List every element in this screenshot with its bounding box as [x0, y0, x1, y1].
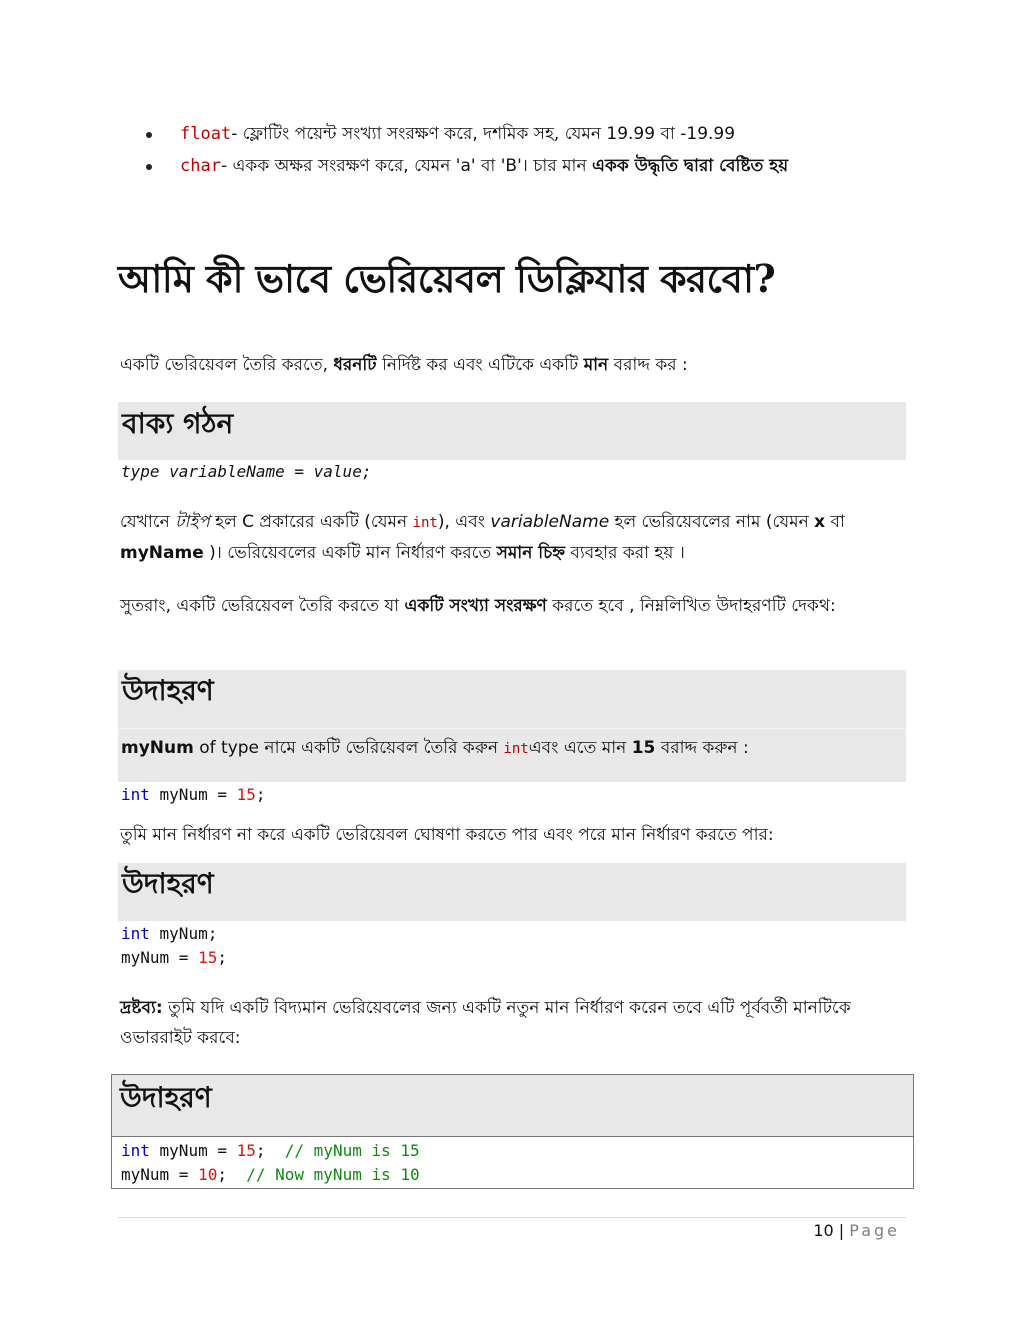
type-description: - একক অক্ষর সংরক্ষণ করে, যেমন 'a' বা 'B'। চার মান	[220, 156, 593, 176]
syntax-box	[118, 402, 906, 460]
code-text: ;	[255, 1141, 285, 1160]
explain-text: )। ভেরিয়েবলের একটি মান নির্ধারণ করতে	[203, 543, 497, 563]
code-text: ;	[217, 1165, 247, 1184]
code-number: 15	[198, 948, 218, 967]
code-block-1	[121, 783, 266, 807]
code-number: 15	[236, 785, 256, 804]
example-box-3	[111, 1074, 914, 1189]
example-box-1	[118, 670, 906, 782]
explain-text: ), এবং	[437, 512, 491, 532]
code-block-3	[112, 1137, 913, 1187]
code-text: myNum =	[121, 1165, 199, 1184]
syntax-title: বাক্য গঠন	[122, 407, 234, 440]
code-number: 10	[198, 1165, 218, 1184]
between-paragraph: তুমি মান নির্ধারণ না করে একটি ভেরিয়েবল ঘোষণা করতে পার এবং পরে মান নির্ধারণ করতে পার:	[120, 825, 774, 845]
page-footer	[813, 1221, 900, 1240]
list-item	[140, 150, 788, 182]
code-comment: // Now myNum is 10	[246, 1165, 420, 1184]
example-title: উদাহরণ	[122, 674, 214, 707]
explain-text: হল C প্রকারের একটি (যেমন	[209, 512, 413, 532]
example-text: এবং এতে মান	[528, 738, 632, 758]
example-title: উদাহরণ	[112, 1075, 913, 1137]
example-text: বরাদ্দ করুন :	[655, 738, 749, 758]
explain-italic: টাইপ	[175, 512, 210, 532]
explain-bold: সমান চিহ্ন	[496, 543, 565, 563]
explain-text: বা	[825, 512, 845, 532]
footer-separator: |	[833, 1221, 850, 1240]
code-text: ;	[217, 948, 227, 967]
note-paragraph	[120, 993, 906, 1053]
intro-bold: মান	[583, 355, 609, 375]
type-description-bold: একক উদ্ধৃতি দ্বারা বেষ্টিত হয়	[592, 156, 789, 176]
explain-bold: myName	[120, 543, 204, 563]
page-title: আমি কী ভাবে ভেরিয়েবল ডিক্লিযার করবো?	[118, 256, 776, 301]
intro-bold: ধরনটি	[333, 355, 377, 375]
page-label: Page	[849, 1221, 900, 1240]
code-keyword: int	[121, 924, 150, 943]
explain-bold: x	[814, 512, 826, 532]
intro-text: বরাদ্দ কর :	[608, 355, 688, 375]
note-text: তুমি যদি একটি বিদ্যমান ভেরিয়েবলের জন্য একটি নতুন মান নির্ধারণ করেন তবে এটি পূর্ববর্তী মানটিকে ওভাররাইট করবে:	[120, 998, 851, 1048]
code-text: myNum;	[149, 924, 218, 943]
example-bold: 15	[631, 738, 656, 758]
example-title: উদাহরণ	[122, 867, 214, 900]
intro-paragraph	[120, 350, 900, 380]
so-text: সুতরাং, একটি ভেরিয়েবল তৈরি করতে যা	[120, 596, 405, 616]
bullet-icon	[146, 164, 152, 170]
code-text: ;	[255, 785, 266, 804]
intro-text: নির্দিষ্ট কর এবং এটিকে একটি	[376, 355, 584, 375]
so-text: করতে হবে , নিম্নলিখিত উদাহরণটি দেকথ:	[546, 596, 836, 616]
example-box-2	[118, 863, 906, 921]
example-text: of type নামে একটি ভেরিয়েবল তৈরি করুন	[193, 738, 504, 758]
code-number: 15	[236, 1141, 256, 1160]
syntax-code: type variableName = value;	[121, 462, 372, 481]
code-keyword: int	[121, 785, 150, 804]
page-number: 10	[813, 1221, 834, 1240]
explain-paragraph	[120, 507, 900, 568]
explain-text: যেখানে	[120, 512, 176, 532]
inline-code: int	[503, 741, 529, 757]
bullet-icon	[146, 132, 152, 138]
example-description	[121, 733, 749, 764]
explain-text: হল ভেরিয়েবলের নাম (যেমন	[609, 512, 815, 532]
explain-italic: variableName	[490, 512, 610, 532]
code-text: myNum =	[121, 948, 199, 967]
code-comment: // myNum is 15	[284, 1141, 420, 1160]
footer-divider	[118, 1217, 906, 1218]
so-paragraph	[120, 591, 900, 621]
inline-code: int	[412, 515, 438, 531]
list-item	[140, 118, 788, 150]
explain-text: ব্যবহার করা হয় ।	[564, 543, 685, 563]
intro-text: একটি ভেরিয়েবল তৈরি করতে,	[120, 355, 334, 375]
note-label: দ্রষ্টব্য:	[120, 998, 163, 1018]
type-list	[140, 118, 788, 182]
code-text: myNum =	[149, 785, 237, 804]
code-keyword: int	[121, 1141, 150, 1160]
type-keyword: char	[180, 156, 221, 176]
type-keyword: float	[180, 124, 232, 144]
code-block-2	[121, 922, 227, 970]
example-bold: myNum	[121, 738, 194, 758]
type-description: - ফ্লোটিং পয়েন্ট সংখ্যা সংরক্ষণ করে, দশমিক সহ, যেমন 19.99 বা -19.99	[231, 124, 736, 144]
code-text: myNum =	[149, 1141, 237, 1160]
so-bold: একটি সংখ্যা সংরক্ষণ	[404, 596, 547, 616]
